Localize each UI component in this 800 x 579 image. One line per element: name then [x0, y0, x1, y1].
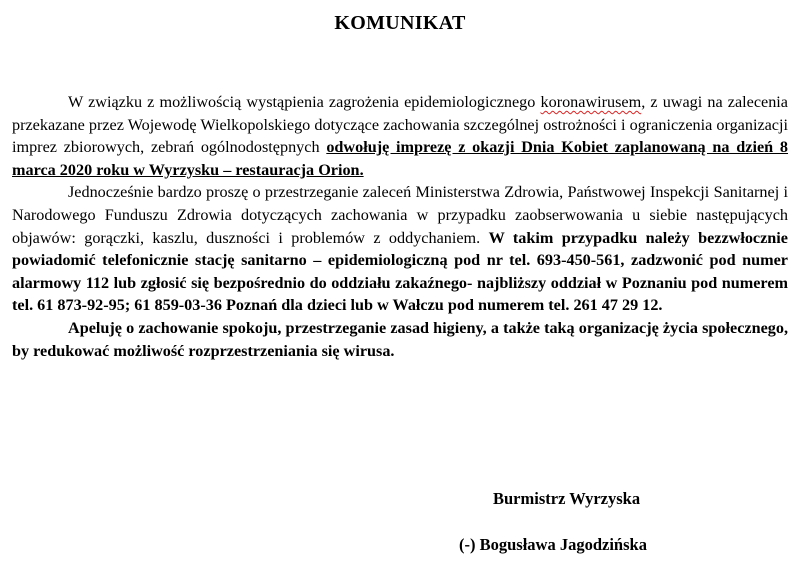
- announcement-body: [12, 91, 788, 362]
- paragraph-2-contact-instructions: W takim przypadku należy bezzwłocznie powiadomić telefonicznie stację sanitarno – epidemiologiczną pod nr tel. 693-450-561, zadzwonić pod numer alarmowy 112 lub zgłosić się bezpośrednio do oddziału zakaźnego- najbliższy oddział w Poznaniu pod numerem tel. 61 873-92-95; 61 859-03-36 Poznań dla dzieci lub w Wałczu pod numerem tel. 261 47 29 12.: [12, 228, 788, 315]
- paragraph-1-flagged-word: koronawirusem: [540, 93, 642, 111]
- signature-title: Burmistrz Wyrzyska: [493, 489, 641, 508]
- paragraph-cancellation: [12, 91, 788, 181]
- paragraph-2-intro: Jednocześnie bardzo proszę o przestrzeganie zaleceń Ministerstwa Zdrowia, Państwowej Inspekcji Sanitarnej i Narodowego Funduszu Zdrowia dotyczących zachowania w przypadku zaobserwowania u siebie następujących objawów: gorączki, kaszlu, duszności i problemów z oddychaniem.: [12, 183, 788, 247]
- signature-name: (-) Bogusława Jagodzińska: [459, 535, 647, 554]
- paragraph-appeal: Apeluję o zachowanie spokoju, przestrzeganie zasad higieny, a także taką organizację życia społecznego, by redukować możliwość rozprzestrzeniania się wirusa.: [12, 318, 788, 360]
- paragraph-health-guidance: [12, 181, 788, 317]
- document-title: KOMUNIKAT: [334, 12, 466, 34]
- paragraph-1-intro: W związku z możliwością wystąpienia zagrożenia epidemiologicznego: [68, 93, 541, 111]
- paragraph-1-cancellation-notice: odwołuję imprezę z okazji Dnia Kobiet zaplanowaną na dzień 8 marca 2020 roku w Wyrzysku – restauracja Orion.: [12, 138, 789, 179]
- paragraph-1-context: , z uwagi na zalecenia przekazane przez Wojewodę Wielkopolskiego dotyczące zachowania szczególnej ostrożności i ograniczenia organizacji imprez zbiorowych, zebrań ogólnodostępnych: [12, 93, 788, 157]
